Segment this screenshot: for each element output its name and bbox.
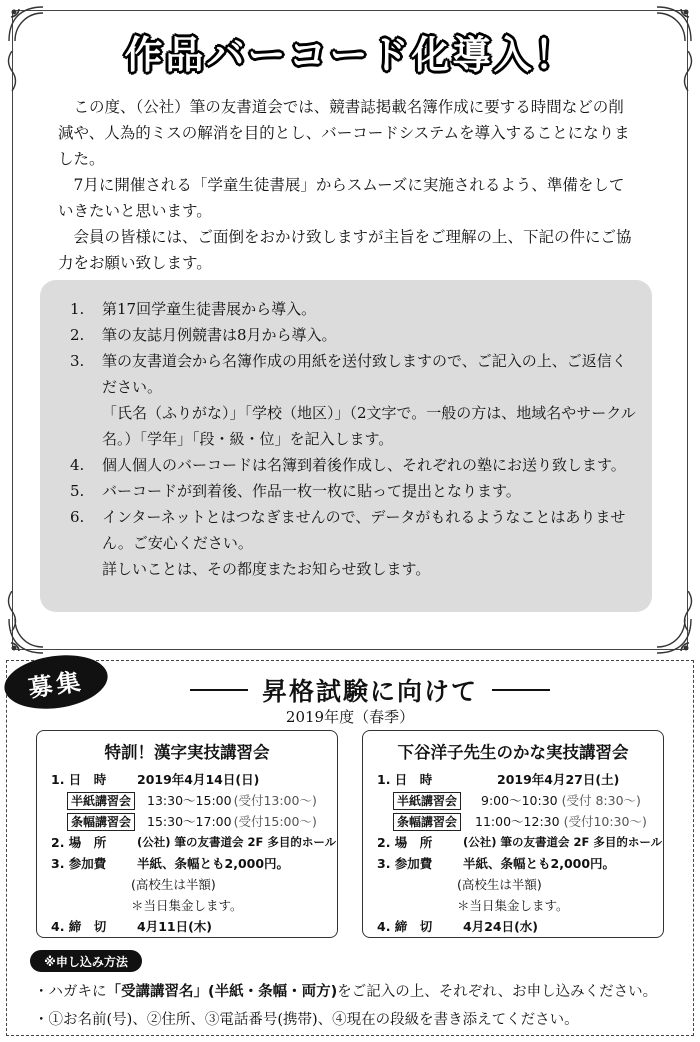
fee-row: 3. 参加費 半紙、条幅とも2,000円。 [51,856,290,871]
course-title: 下谷洋子先生のかな実技講習会 [397,743,629,762]
intro-paragraph: 7月に開催される「学童生徒書展」からスムーズに実施されるよう、準備をしていきたいと思います。 [58,176,625,220]
title-dash-right [492,689,550,691]
date-row: 1. 日 時 2019年4月14日(日) [51,772,260,787]
session-row: 半紙講習会 13:30〜15:00 (受付13:00〜) [37,790,337,811]
recruit-badge: 募集 [1,649,111,715]
fee-row: 3. 参加費 半紙、条幅とも2,000円。 [377,856,616,871]
intro-paragraph: 会員の皆様には、ご面倒をおかけ致しますが主旨をご理解の上、下記の件にご協力をお願い致します。 [58,228,632,272]
list-item: 2. 筆の友誌月例競書は8月から導入。 [70,326,337,344]
list-item-continuation: 「氏名（ふりがな）」「学校（地区）」（2文字で。一般の方は、地域名やサークル名。）「学年」「段・級・位」を記入します。 [102,404,636,448]
course-card-kana [362,730,664,938]
session-row: 条幅講習会 11:00〜12:30 (受付10:30〜) [363,811,663,832]
fee-note: ＊当日集金します。 [457,898,569,913]
list-item: 5. バーコードが到着後、作品一枚一枚に貼って提出となります。 [70,482,521,500]
list-item: 6. インターネットとはつなぎませんので、データがもれるようなことはありません。ご安心ください。 [70,508,626,552]
apply-method-badge: ※申し込み方法 [30,950,142,972]
notice-intro [58,94,638,276]
course-title: 特訓！漢字実技講習会 [104,743,270,762]
list-item: 3. 筆の友書道会から名簿作成の用紙を送付致しますので、ご記入の上、ご返信ください。 [70,352,627,396]
title-dash-left [190,689,248,691]
session-label: 条幅講習会 [67,813,135,831]
deadline-row: 4. 締 切 4月11日(木) [51,919,213,934]
place-row: 2. 場 所 (公社) 筆の友書道会 2F 多目的ホール [51,835,337,850]
fee-note: ＊当日集金します。 [131,898,243,913]
session-label: 半紙講習会 [393,792,461,810]
apply-instruction: ・ハガキに「受講講習名」(半紙・条幅・両方)をご記入の上、それぞれ、お申し込みください。 [34,984,658,1000]
side-ornament-icon [681,591,695,631]
course-card-kanji [36,730,338,938]
session-label: 半紙講習会 [67,792,135,810]
place-row: 2. 場 所 (公社) 筆の友書道会 2F 多目的ホール [377,835,663,850]
deadline-row: 4. 締 切 4月24日(水) [377,919,539,934]
list-item: 4. 個人個人のバーコードは名簿到着後作成し、それぞれの塾にお送り致します。 [70,456,626,474]
notice-title: 作品バーコード化導入！ [124,33,576,77]
recruit-title: 昇格試験に向けて [160,672,580,708]
items-list [70,296,640,582]
date-row: 1. 日 時 2019年4月27日(土) [377,772,620,787]
apply-instruction: ・①お名前(号)、②住所、③電話番号(携帯)、④現在の段級を書き添えてください。 [34,1012,579,1028]
list-item: 1. 第17回学童生徒書展から導入。 [70,300,317,318]
fee-note: (高校生は半額) [131,877,216,892]
session-row: 条幅講習会 15:30〜17:00 (受付15:00〜) [37,811,337,832]
list-item-continuation: 詳しいことは、その都度またお知らせ致します。 [102,560,431,578]
session-label: 条幅講習会 [393,813,461,831]
recruit-subtitle: 2019年度（春季） [285,708,415,726]
session-row: 半紙講習会 9:00〜10:30 (受付 8:30〜) [363,790,663,811]
fee-note: (高校生は半額) [457,877,542,892]
side-ornament-icon [5,591,19,631]
intro-paragraph: この度、（公社）筆の友書道会では、競書誌掲載名簿作成に要する時間などの削減や、人為的ミスの解消を目的とし、バーコードシステムを導入することになりました。 [58,98,630,168]
